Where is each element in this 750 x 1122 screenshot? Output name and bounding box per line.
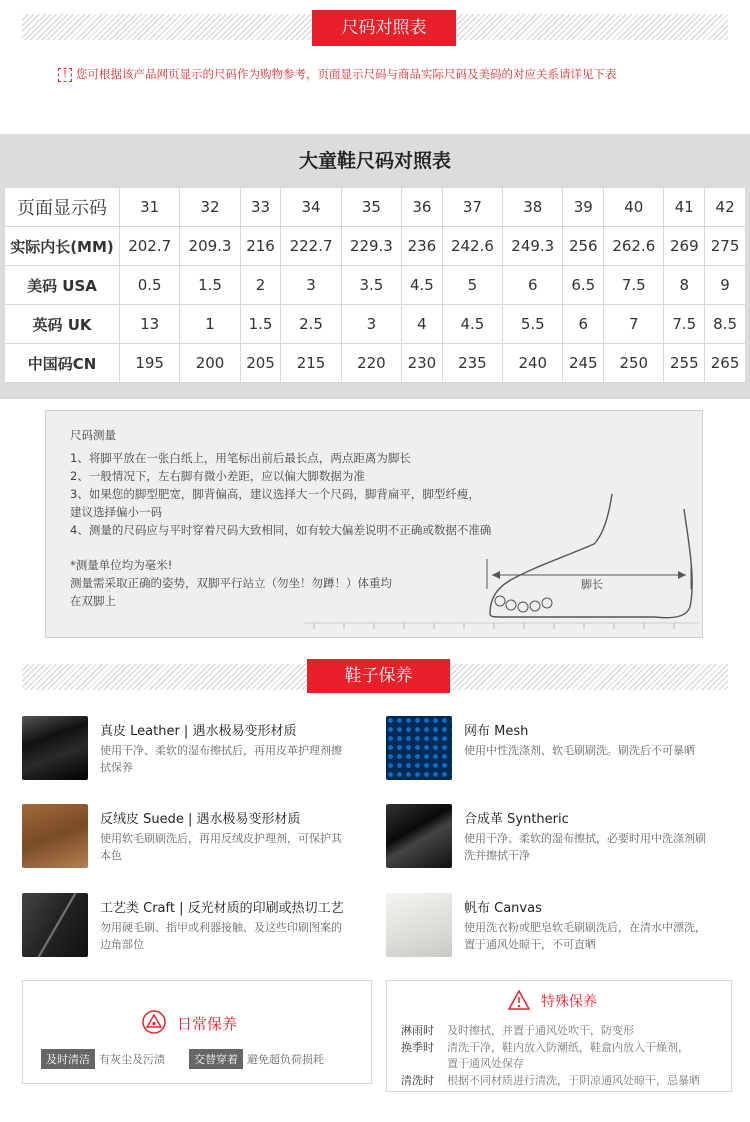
suede-thumb <box>22 804 88 868</box>
care-item-subtitle: 遇水极易变形材质 <box>196 812 301 827</box>
size-cell: 4.5 <box>402 266 443 305</box>
measure-note: 测量需采取正确的姿势，双脚平行站立（勿坐！勿蹲！）体重均 <box>70 576 392 590</box>
care-item-title <box>100 897 344 916</box>
measure-panel <box>45 410 703 638</box>
measure-note: 在双脚上 <box>70 594 116 608</box>
size-cell: 209.3 <box>180 227 240 266</box>
foot-length-label: 脚长 <box>578 576 606 593</box>
size-cell: 222.7 <box>281 227 341 266</box>
size-cell: 216 <box>240 227 281 266</box>
size-cell: 215 <box>281 344 341 383</box>
care-item-name: 合成革 Syntheric <box>464 812 569 827</box>
size-cell: 200 <box>180 344 240 383</box>
care-item-title <box>464 808 569 827</box>
measure-line: 2、一般情况下，左右脚有微小差距，应以偏大脚数据为准 <box>70 469 365 483</box>
mesh-thumb <box>386 716 452 780</box>
size-cell: 41 <box>664 188 705 227</box>
size-cell: 4.5 <box>442 305 502 344</box>
size-cell: 1.5 <box>180 266 240 305</box>
measure-line: 1、将脚平放在一张白纸上，用笔标出前后最长点，两点距离为脚长 <box>70 451 411 465</box>
size-cell: 37 <box>442 188 502 227</box>
size-cell: 42 <box>705 188 746 227</box>
special-row-label: 换季时 <box>401 1041 434 1054</box>
daily-care-card <box>22 980 372 1084</box>
size-cell: 235 <box>442 344 502 383</box>
special-row-text: 及时擦拭，并置于通风处吹干，防变形 <box>447 1024 634 1037</box>
special-care-title: 特殊保养 <box>541 994 597 1010</box>
size-cell: 1 <box>180 305 240 344</box>
care-item-title <box>464 720 528 739</box>
care-item-description: 使用干净、柔软的湿布擦拭，必要时用中洗涤剂刷洗并擦拭干净 <box>464 832 706 862</box>
special-row-label: 清洗时 <box>401 1074 434 1087</box>
size-cell: 38 <box>503 188 563 227</box>
notice-text: 您可根据该产品网页显示的尺码作为购物参考，页面显示尺码与商品实际尺码及美码的对应关系请详见下表 <box>76 67 617 81</box>
daily-care-title: 日常保养 <box>177 1015 238 1033</box>
care-item-subtitle: 遇水极易变形材质 <box>192 724 297 739</box>
care-item-separator: | <box>179 724 193 739</box>
special-row-text: 清洗干净，鞋内放入防潮纸，鞋盒内放入干燥剂， <box>447 1041 689 1054</box>
measure-title: 尺码测量 <box>70 428 116 442</box>
size-cell: 229.3 <box>341 227 401 266</box>
size-table-row <box>5 305 746 344</box>
size-cell: 262.6 <box>604 227 664 266</box>
size-table <box>4 187 746 383</box>
care-item-separator: | <box>174 901 188 916</box>
care-hatch-left <box>22 664 307 690</box>
care-item-title <box>100 720 296 739</box>
size-table-row <box>5 344 746 383</box>
size-cell: 250 <box>604 344 664 383</box>
size-cell: 32 <box>180 188 240 227</box>
measure-line: 3、如果您的脚型肥宽，脚背偏高，建议选择大一个尺码，脚背扁平，脚型纤瘦， <box>70 487 480 501</box>
size-cell: 9 <box>705 266 746 305</box>
care-item-description: 使用洗衣粉或肥皂软毛刷刷洗后，在清水中漂洗，置于通风处晾干，不可直晒 <box>464 921 706 951</box>
size-cell: 40 <box>604 188 664 227</box>
size-cell: 8 <box>664 266 705 305</box>
warning-icon: ! <box>58 68 72 82</box>
size-row-label: 页面显示码 <box>5 188 120 227</box>
size-row-label: 美码 USA <box>5 266 120 305</box>
craft-thumb <box>22 893 88 957</box>
daily-tag-text: 有灰尘及污渍 <box>99 1053 165 1066</box>
warning-circle-icon <box>141 1009 167 1035</box>
leather-thumb <box>22 716 88 780</box>
care-item-name: 工艺类 Craft <box>100 901 175 916</box>
care-item-subtitle: 反光材质的印刷或热切工艺 <box>187 901 344 916</box>
daily-care-tag-row <box>41 1049 324 1069</box>
size-cell: 202.7 <box>120 227 180 266</box>
size-cell: 269 <box>664 227 705 266</box>
care-item-title <box>464 897 542 916</box>
size-cell: 265 <box>705 344 746 383</box>
size-cell: 245 <box>563 344 604 383</box>
size-cell: 5.5 <box>503 305 563 344</box>
size-cell: 6.5 <box>563 266 604 305</box>
size-cell: 249.3 <box>503 227 563 266</box>
size-cell: 220 <box>341 344 401 383</box>
size-cell: 205 <box>240 344 281 383</box>
size-row-label: 中国码CN <box>5 344 120 383</box>
size-cell: 35 <box>341 188 401 227</box>
size-cell: 256 <box>563 227 604 266</box>
page-title: 尺码对照表 <box>312 10 456 46</box>
size-cell: 255 <box>664 344 705 383</box>
size-table-row <box>5 188 746 227</box>
measure-note: *测量单位均为毫米! <box>70 558 173 572</box>
size-cell: 8.5 <box>705 305 746 344</box>
notice-line <box>58 66 738 82</box>
care-item-description: 使用干净、柔软的湿布擦拭后，再用皮革护理剂擦拭保养 <box>100 744 342 774</box>
size-cell: 6 <box>563 305 604 344</box>
canvas-thumb <box>386 893 452 957</box>
size-table-title: 大童鞋尺码对照表 <box>298 150 451 172</box>
care-item-name: 真皮 Leather <box>100 724 180 739</box>
care-item-name: 帆布 Canvas <box>464 901 542 916</box>
daily-tag-text: 避免超负荷损耗 <box>247 1053 324 1066</box>
special-row-text: 置于通风处保存 <box>447 1057 524 1070</box>
care-hatch-right <box>450 664 728 690</box>
size-cell: 7.5 <box>604 266 664 305</box>
size-cell: 7 <box>604 305 664 344</box>
size-cell: 34 <box>281 188 341 227</box>
foot-diagram-icon <box>304 489 699 635</box>
header-hatch-right <box>456 14 728 40</box>
warning-triangle-icon <box>507 989 531 1011</box>
size-cell: 36 <box>402 188 443 227</box>
size-cell: 31 <box>120 188 180 227</box>
care-item-separator: | <box>183 812 197 827</box>
size-cell: 3 <box>281 266 341 305</box>
size-cell: 5 <box>442 266 502 305</box>
daily-tag: 及时清洁 <box>41 1049 95 1069</box>
measure-line: 4、测量的尺码应与平时穿着尺码大致相同，如有较大偏差说明不正确或数据不准确 <box>70 523 492 537</box>
size-cell: 230 <box>402 344 443 383</box>
size-cell: 7.5 <box>664 305 705 344</box>
care-item-description: 使用软毛刷刷洗后，再用反绒皮护理剂，可保护其本色 <box>100 832 342 862</box>
special-row-label: 淋雨时 <box>401 1024 434 1037</box>
size-cell: 4 <box>402 305 443 344</box>
size-table-row <box>5 227 746 266</box>
size-cell: 3 <box>341 305 401 344</box>
size-cell: 240 <box>503 344 563 383</box>
size-cell: 195 <box>120 344 180 383</box>
size-cell: 13 <box>120 305 180 344</box>
size-cell: 2.5 <box>281 305 341 344</box>
special-care-card <box>386 980 732 1092</box>
daily-tag: 交替穿着 <box>189 1049 243 1069</box>
size-cell: 2 <box>240 266 281 305</box>
size-cell: 33 <box>240 188 281 227</box>
size-table-row <box>5 266 746 305</box>
care-item-title <box>100 808 301 827</box>
size-cell: 6 <box>503 266 563 305</box>
synthetic-thumb <box>386 804 452 868</box>
care-item-name: 网布 Mesh <box>464 724 529 739</box>
special-row-text: 根据不同材质进行清洗，于阴凉通风处晾干，忌暴晒 <box>447 1074 700 1087</box>
care-item-description: 使用中性洗涤剂、软毛刷刷洗。刷洗后不可暴晒 <box>464 744 695 757</box>
header-hatch-left <box>22 14 312 40</box>
size-cell: 275 <box>705 227 746 266</box>
size-cell: 1.5 <box>240 305 281 344</box>
size-cell: 39 <box>563 188 604 227</box>
size-cell: 0.5 <box>120 266 180 305</box>
size-row-label: 英码 UK <box>5 305 120 344</box>
care-item-name: 反绒皮 Suede <box>100 812 184 827</box>
size-row-label: 实际内长(MM) <box>5 227 120 266</box>
size-cell: 236 <box>402 227 443 266</box>
care-title: 鞋子保养 <box>307 659 450 693</box>
size-cell: 3.5 <box>341 266 401 305</box>
measure-line: 建议选择偏小一码 <box>70 505 162 519</box>
size-cell: 242.6 <box>442 227 502 266</box>
care-item-description: 勿用硬毛刷、指甲或利器接触、及这些印刷图案的边角部位 <box>100 921 342 951</box>
